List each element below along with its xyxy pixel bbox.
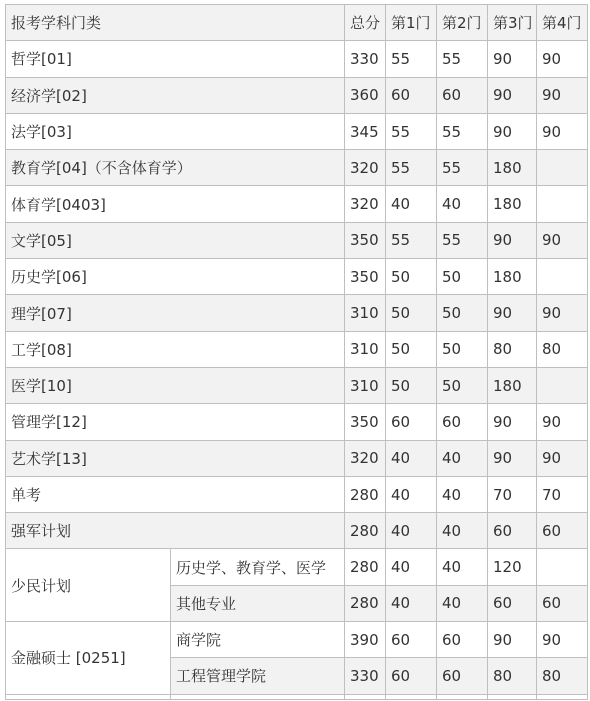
empty-cell [6, 694, 171, 699]
total-cell: 310 [345, 367, 386, 403]
subject-3-cell: 80 [488, 331, 537, 367]
subject-1-cell: 40 [386, 476, 437, 512]
category-cell: 体育学[0403] [6, 186, 345, 222]
subject-4-cell [537, 549, 588, 585]
table-row [6, 331, 588, 367]
subject-4-cell: 90 [537, 77, 588, 113]
subject-2-cell: 40 [437, 585, 488, 621]
table-row [6, 476, 588, 512]
total-cell: 330 [345, 658, 386, 694]
header-total: 总分 [345, 5, 386, 41]
subject-2-cell: 40 [437, 549, 488, 585]
total-cell: 280 [345, 585, 386, 621]
subject-1-cell: 50 [386, 367, 437, 403]
header-subject-3: 第3门 [488, 5, 537, 41]
subject-3-cell: 70 [488, 476, 537, 512]
category-cell: 理学[07] [6, 295, 345, 331]
table-row [6, 367, 588, 403]
header-category: 报考学科门类 [6, 5, 345, 41]
table-row [6, 77, 588, 113]
total-cell: 390 [345, 622, 386, 658]
total-cell: 320 [345, 440, 386, 476]
subject-3-cell: 90 [488, 113, 537, 149]
empty-cell [488, 694, 537, 699]
total-cell: 280 [345, 549, 386, 585]
category-cell: 哲学[01] [6, 41, 345, 77]
subject-2-cell: 50 [437, 367, 488, 403]
subject-4-cell: 90 [537, 295, 588, 331]
total-cell: 360 [345, 77, 386, 113]
table-row [6, 259, 588, 295]
subject-1-cell: 40 [386, 186, 437, 222]
subject-2-cell: 60 [437, 658, 488, 694]
table-row [6, 295, 588, 331]
category-cell: 法学[03] [6, 113, 345, 149]
category-cell: 艺术学[13] [6, 440, 345, 476]
empty-cell [345, 694, 386, 699]
subject-1-cell: 60 [386, 404, 437, 440]
subject-4-cell: 80 [537, 658, 588, 694]
group-name-cell: 金融硕士 [0251] [6, 622, 171, 695]
subject-3-cell: 180 [488, 259, 537, 295]
category-cell: 文学[05] [6, 222, 345, 258]
subject-1-cell: 55 [386, 150, 437, 186]
subcategory-cell: 商学院 [171, 622, 345, 658]
total-cell: 350 [345, 222, 386, 258]
total-cell: 280 [345, 476, 386, 512]
subject-4-cell: 70 [537, 476, 588, 512]
table-row [6, 150, 588, 186]
subject-3-cell: 60 [488, 513, 537, 549]
subject-1-cell: 55 [386, 113, 437, 149]
subject-4-cell: 90 [537, 41, 588, 77]
subject-4-cell: 80 [537, 331, 588, 367]
subcategory-cell: 工程管理学院 [171, 658, 345, 694]
total-cell: 310 [345, 331, 386, 367]
subject-3-cell: 180 [488, 186, 537, 222]
total-cell: 330 [345, 41, 386, 77]
total-cell: 310 [345, 295, 386, 331]
category-cell: 管理学[12] [6, 404, 345, 440]
subject-1-cell: 50 [386, 259, 437, 295]
table-row [6, 513, 588, 549]
category-cell: 强军计划 [6, 513, 345, 549]
subject-2-cell: 40 [437, 186, 488, 222]
table-row [6, 404, 588, 440]
subcategory-cell: 其他专业 [171, 585, 345, 621]
subject-1-cell: 40 [386, 549, 437, 585]
total-cell: 320 [345, 186, 386, 222]
subject-1-cell: 40 [386, 585, 437, 621]
table-row [6, 549, 588, 585]
table-row-partial [6, 694, 588, 699]
subject-3-cell: 60 [488, 585, 537, 621]
subject-2-cell: 55 [437, 41, 488, 77]
subject-4-cell: 90 [537, 113, 588, 149]
subject-1-cell: 60 [386, 658, 437, 694]
header-subject-1: 第1门 [386, 5, 437, 41]
subject-2-cell: 40 [437, 440, 488, 476]
subject-3-cell: 90 [488, 404, 537, 440]
table-row [6, 41, 588, 77]
total-cell: 280 [345, 513, 386, 549]
subject-3-cell: 180 [488, 367, 537, 403]
score-table [5, 4, 588, 700]
subject-2-cell: 50 [437, 259, 488, 295]
subject-4-cell [537, 367, 588, 403]
empty-cell [386, 694, 437, 699]
subject-1-cell: 50 [386, 295, 437, 331]
header-row [6, 5, 588, 41]
category-cell: 工学[08] [6, 331, 345, 367]
subject-4-cell [537, 186, 588, 222]
subject-2-cell: 50 [437, 295, 488, 331]
subject-1-cell: 55 [386, 41, 437, 77]
subject-3-cell: 90 [488, 222, 537, 258]
subject-1-cell: 60 [386, 622, 437, 658]
subject-3-cell: 90 [488, 295, 537, 331]
total-cell: 350 [345, 404, 386, 440]
table-row [6, 186, 588, 222]
category-cell: 单考 [6, 476, 345, 512]
subject-2-cell: 55 [437, 222, 488, 258]
subject-2-cell: 50 [437, 331, 488, 367]
subject-1-cell: 55 [386, 222, 437, 258]
empty-cell [171, 694, 345, 699]
header-subject-2: 第2门 [437, 5, 488, 41]
subject-3-cell: 90 [488, 440, 537, 476]
table-row [6, 222, 588, 258]
subject-4-cell: 60 [537, 513, 588, 549]
subcategory-cell: 历史学、教育学、医学 [171, 549, 345, 585]
subject-2-cell: 40 [437, 513, 488, 549]
header-subject-4: 第4门 [537, 5, 588, 41]
empty-cell [437, 694, 488, 699]
subject-4-cell: 60 [537, 585, 588, 621]
subject-4-cell: 90 [537, 222, 588, 258]
subject-2-cell: 55 [437, 113, 488, 149]
subject-1-cell: 50 [386, 331, 437, 367]
total-cell: 350 [345, 259, 386, 295]
table-row [6, 622, 588, 658]
category-cell: 经济学[02] [6, 77, 345, 113]
subject-3-cell: 80 [488, 658, 537, 694]
subject-2-cell: 60 [437, 404, 488, 440]
category-cell: 历史学[06] [6, 259, 345, 295]
subject-1-cell: 60 [386, 77, 437, 113]
category-cell: 医学[10] [6, 367, 345, 403]
empty-cell [537, 694, 588, 699]
subject-4-cell: 90 [537, 622, 588, 658]
subject-1-cell: 40 [386, 440, 437, 476]
subject-4-cell: 90 [537, 440, 588, 476]
subject-1-cell: 40 [386, 513, 437, 549]
subject-2-cell: 55 [437, 150, 488, 186]
table-row [6, 440, 588, 476]
subject-3-cell: 90 [488, 77, 537, 113]
subject-2-cell: 60 [437, 77, 488, 113]
group-name-cell: 少民计划 [6, 549, 171, 622]
subject-3-cell: 90 [488, 41, 537, 77]
subject-4-cell [537, 150, 588, 186]
total-cell: 320 [345, 150, 386, 186]
subject-3-cell: 90 [488, 622, 537, 658]
table-row [6, 113, 588, 149]
subject-3-cell: 120 [488, 549, 537, 585]
subject-3-cell: 180 [488, 150, 537, 186]
subject-4-cell [537, 259, 588, 295]
category-cell: 教育学[04]（不含体育学） [6, 150, 345, 186]
subject-2-cell: 40 [437, 476, 488, 512]
subject-2-cell: 60 [437, 622, 488, 658]
subject-4-cell: 90 [537, 404, 588, 440]
total-cell: 345 [345, 113, 386, 149]
